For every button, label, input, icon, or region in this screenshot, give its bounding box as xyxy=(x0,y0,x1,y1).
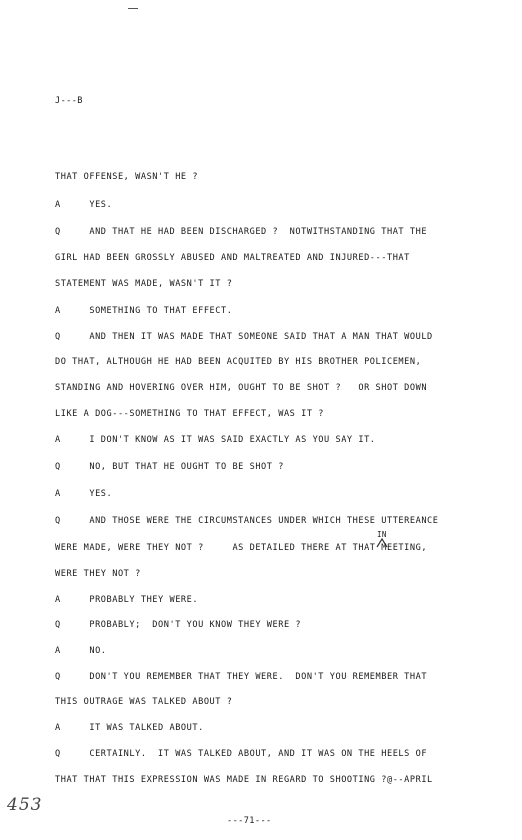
page-number: ---71--- xyxy=(227,816,272,826)
transcript-line: Q AND THAT HE HAD BEEN DISCHARGED ? NOTWITHSTANDING THAT THE xyxy=(55,227,428,237)
handwritten-page-number: 453 xyxy=(7,795,43,815)
transcript-line: Q NO, BUT THAT HE OUGHT TO BE SHOT ? xyxy=(55,462,284,472)
handwritten-insertion: IN xyxy=(377,530,387,539)
transcript-line: A PROBABLY THEY WERE. xyxy=(55,595,199,605)
transcript-line: DO THAT, ALTHOUGH HE HAD BEEN ACQUITED BY HIS BROTHER POLICEMEN, xyxy=(55,357,422,367)
transcript-line: THAT THAT THIS EXPRESSION WAS MADE IN REGARD TO SHOOTING ?@--APRIL xyxy=(55,775,433,785)
transcript-line: A YES. xyxy=(55,489,113,499)
transcript-line: STATEMENT WAS MADE, WASN'T IT ? xyxy=(55,279,233,289)
transcript-line: A SOMETHING TO THAT EFFECT. xyxy=(55,306,233,316)
transcript-line: Q CERTAINLY. IT WAS TALKED ABOUT, AND IT WAS ON THE HEELS OF xyxy=(55,749,428,759)
transcript-line: THAT OFFENSE, WASN'T HE ? xyxy=(55,172,199,182)
transcript-line: LIKE A DOG---SOMETHING TO THAT EFFECT, WAS IT ? xyxy=(55,409,325,419)
top-margin-mark xyxy=(128,8,138,9)
transcript-line: A I DON'T KNOW AS IT WAS SAID EXACTLY AS YOU SAY IT. xyxy=(55,435,376,445)
transcript-line: THIS OUTRAGE WAS TALKED ABOUT ? xyxy=(55,697,233,707)
transcript-line: A NO. xyxy=(55,646,107,656)
transcript-line: Q AND THOSE WERE THE CIRCUMSTANCES UNDER WHICH THESE UTTEREANCE xyxy=(55,516,439,526)
transcript-line: GIRL HAD BEEN GROSSLY ABUSED AND MALTREATED AND INJURED---THAT xyxy=(55,253,410,263)
transcript-line: Q AND THEN IT WAS MADE THAT SOMEONE SAID THAT A MAN THAT WOULD xyxy=(55,332,433,342)
page-header: J---B xyxy=(55,96,83,106)
transcript-line: WERE THEY NOT ? xyxy=(55,569,141,579)
transcript-line: A YES. xyxy=(55,200,113,210)
transcript-line: Q DON'T YOU REMEMBER THAT THEY WERE. DON'T YOU REMEMBER THAT xyxy=(55,672,428,682)
transcript-line: STANDING AND HOVERING OVER HIM, OUGHT TO BE SHOT ? OR SHOT DOWN xyxy=(55,383,428,393)
transcript-line: A IT WAS TALKED ABOUT. xyxy=(55,723,204,733)
transcript-line: WERE MADE, WERE THEY NOT ? AS DETAILED THERE AT THAT MEETING, xyxy=(55,543,428,553)
transcript-line: Q PROBABLY; DON'T YOU KNOW THEY WERE ? xyxy=(55,620,302,630)
